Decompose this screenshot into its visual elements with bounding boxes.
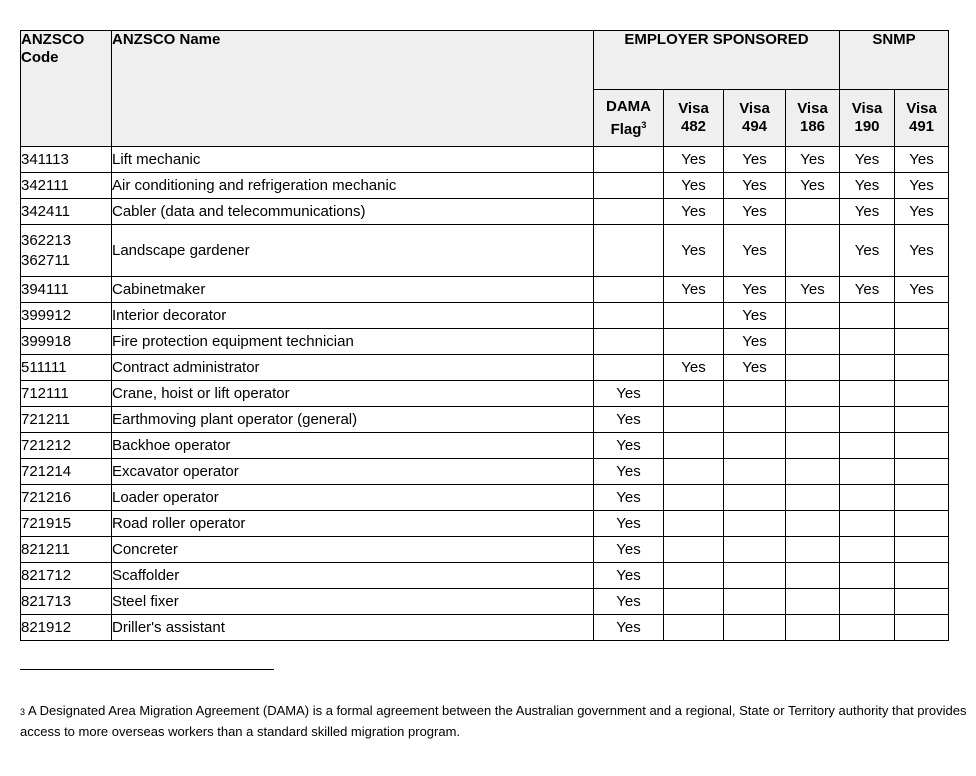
dama-cell: Yes: [594, 407, 664, 433]
table-row: [21, 277, 949, 303]
v186-cell: Yes: [786, 277, 840, 303]
v491-cell: Yes: [895, 173, 949, 199]
v491-cell: [895, 303, 949, 329]
anzsco-code: 362213: [21, 231, 72, 249]
header-visa-186-line1: Visa: [797, 100, 828, 117]
header-visa-190-line1: Visa: [851, 100, 883, 117]
v494-cell: Yes: [724, 147, 786, 173]
v491-cell: [895, 433, 949, 459]
header-code-line1: ANZSCO: [21, 31, 85, 48]
header-dama-flag-word: Flag: [610, 120, 642, 138]
v186-cell: [786, 615, 840, 641]
v482-cell: [664, 511, 724, 537]
v491-cell: [895, 459, 949, 485]
v494-cell: [724, 511, 786, 537]
anzsco-code: 721915: [21, 514, 72, 532]
anzsco-name-cell: Landscape gardener: [112, 225, 594, 277]
v482-cell: [664, 615, 724, 641]
table-row: [21, 407, 949, 433]
anzsco-name-cell: Concreter: [112, 537, 594, 563]
v190-cell: [840, 537, 895, 563]
anzsco-name-cell: Steel fixer: [112, 589, 594, 615]
v190-cell: [840, 303, 895, 329]
v494-cell: [724, 381, 786, 407]
v186-cell: Yes: [786, 147, 840, 173]
anzsco-code-cell: [21, 433, 112, 459]
dama-cell: [594, 147, 664, 173]
anzsco-code: 362711: [21, 251, 70, 269]
anzsco-code: 821912: [21, 618, 72, 636]
v482-cell: Yes: [664, 147, 724, 173]
anzsco-code-cell: [21, 459, 112, 485]
v482-cell: [664, 329, 724, 355]
v190-cell: [840, 407, 895, 433]
v190-cell: [840, 485, 895, 511]
dama-cell: Yes: [594, 381, 664, 407]
anzsco-name-cell: Contract administrator: [112, 355, 594, 381]
anzsco-code-cell: [21, 355, 112, 381]
table-row: [21, 563, 949, 589]
v491-cell: Yes: [895, 199, 949, 225]
header-code-line2: Code: [21, 49, 59, 66]
table-row: [21, 303, 949, 329]
v186-cell: [786, 407, 840, 433]
footnote-separator: [20, 669, 274, 670]
v186-cell: [786, 537, 840, 563]
v491-cell: Yes: [895, 225, 949, 277]
anzsco-name-cell: Scaffolder: [112, 563, 594, 589]
v494-cell: Yes: [724, 329, 786, 355]
anzsco-name-cell: Excavator operator: [112, 459, 594, 485]
v186-cell: [786, 381, 840, 407]
v491-cell: [895, 563, 949, 589]
table-row: [21, 381, 949, 407]
v482-cell: [664, 537, 724, 563]
v186-cell: [786, 589, 840, 615]
dama-cell: Yes: [594, 485, 664, 511]
v482-cell: Yes: [664, 277, 724, 303]
header-visa-482: [664, 90, 724, 147]
v190-cell: Yes: [840, 147, 895, 173]
v491-cell: [895, 381, 949, 407]
anzsco-code-cell: [21, 329, 112, 355]
table-row: [21, 355, 949, 381]
footnote: [20, 701, 970, 741]
v190-cell: Yes: [840, 277, 895, 303]
table-row: [21, 615, 949, 641]
v186-cell: [786, 563, 840, 589]
v494-cell: Yes: [724, 199, 786, 225]
footnote-ref-3: 3: [641, 119, 647, 130]
v190-cell: [840, 433, 895, 459]
anzsco-code-cell: [21, 589, 112, 615]
dama-cell: [594, 303, 664, 329]
anzsco-name-cell: Lift mechanic: [112, 147, 594, 173]
v186-cell: [786, 459, 840, 485]
anzsco-name-cell: Backhoe operator: [112, 433, 594, 459]
v491-cell: [895, 589, 949, 615]
v491-cell: [895, 511, 949, 537]
dama-cell: [594, 277, 664, 303]
anzsco-code: 721212: [21, 436, 72, 454]
table-row: [21, 147, 949, 173]
footnote-mark: 3: [20, 707, 26, 717]
anzsco-code: 399912: [21, 306, 72, 324]
v494-cell: [724, 459, 786, 485]
anzsco-name-cell: Earthmoving plant operator (general): [112, 407, 594, 433]
anzsco-code-cell: [21, 303, 112, 329]
anzsco-code-cell: [21, 199, 112, 225]
header-snmp: SNMP: [840, 31, 949, 90]
table-row: [21, 511, 949, 537]
v190-cell: [840, 589, 895, 615]
v190-cell: [840, 381, 895, 407]
v494-cell: [724, 433, 786, 459]
v494-cell: [724, 485, 786, 511]
v494-cell: [724, 537, 786, 563]
header-visa-186: [786, 90, 840, 147]
v186-cell: [786, 485, 840, 511]
v491-cell: [895, 329, 949, 355]
v491-cell: [895, 355, 949, 381]
dama-cell: [594, 329, 664, 355]
anzsco-code-cell: [21, 407, 112, 433]
v186-cell: [786, 433, 840, 459]
dama-cell: Yes: [594, 511, 664, 537]
table-row: [21, 485, 949, 511]
v190-cell: [840, 511, 895, 537]
dama-cell: Yes: [594, 537, 664, 563]
anzsco-code-cell: [21, 563, 112, 589]
dama-cell: [594, 173, 664, 199]
v186-cell: [786, 199, 840, 225]
header-anzsco-code: [21, 31, 112, 147]
v491-cell: [895, 615, 949, 641]
v494-cell: [724, 407, 786, 433]
v190-cell: [840, 615, 895, 641]
v482-cell: Yes: [664, 199, 724, 225]
anzsco-code-cell: [21, 511, 112, 537]
header-dama-line1: DAMA: [606, 97, 651, 115]
v482-cell: [664, 433, 724, 459]
dama-cell: Yes: [594, 563, 664, 589]
header-visa-190: [840, 90, 895, 147]
anzsco-code: 821713: [21, 592, 72, 610]
anzsco-code: 511111: [21, 358, 67, 376]
v186-cell: [786, 303, 840, 329]
anzsco-code-cell: [21, 381, 112, 407]
header-visa-491: [895, 90, 949, 147]
v491-cell: Yes: [895, 147, 949, 173]
v190-cell: [840, 459, 895, 485]
header-employer-sponsored: EMPLOYER SPONSORED: [594, 31, 840, 90]
table-row: [21, 173, 949, 199]
anzsco-code: 342411: [21, 202, 70, 220]
v494-cell: Yes: [724, 173, 786, 199]
anzsco-code: 399918: [21, 332, 72, 350]
dama-cell: Yes: [594, 615, 664, 641]
anzsco-name-cell: Driller's assistant: [112, 615, 594, 641]
dama-cell: [594, 225, 664, 277]
anzsco-code: 821712: [21, 566, 72, 584]
v494-cell: Yes: [724, 355, 786, 381]
header-visa-494-line2: 494: [741, 118, 768, 135]
anzsco-code: 721214: [21, 462, 72, 480]
v186-cell: [786, 355, 840, 381]
v190-cell: [840, 563, 895, 589]
table-row: [21, 199, 949, 225]
anzsco-code-cell: [21, 147, 112, 173]
header-visa-494-line1: Visa: [739, 100, 770, 117]
header-dama-line2: [594, 116, 663, 139]
anzsco-code: 341113: [21, 150, 69, 168]
anzsco-name-cell: Air conditioning and refrigeration mechanic: [112, 173, 594, 199]
v494-cell: Yes: [724, 225, 786, 277]
v491-cell: [895, 407, 949, 433]
v190-cell: [840, 355, 895, 381]
v482-cell: Yes: [664, 173, 724, 199]
v494-cell: Yes: [724, 303, 786, 329]
table-row: [21, 433, 949, 459]
anzsco-name-cell: Fire protection equipment technician: [112, 329, 594, 355]
header-visa-190-line2: 190: [854, 118, 880, 135]
footnote-text: A Designated Area Migration Agreement (DAMA) is a formal agreement between the Australian government and a regional, State or Territory authority that provides access to more overseas workers than a standard skilled migration program.: [20, 703, 967, 739]
header-visa-482-line1: Visa: [678, 100, 709, 117]
header-visa-186-line2: 186: [799, 118, 826, 135]
v494-cell: [724, 615, 786, 641]
v186-cell: [786, 329, 840, 355]
table-row: [21, 225, 949, 277]
anzsco-code-cell: [21, 485, 112, 511]
anzsco-name-cell: Road roller operator: [112, 511, 594, 537]
anzsco-code: 821211: [21, 540, 70, 558]
table-row: [21, 329, 949, 355]
anzsco-code-cell: [21, 173, 112, 199]
table-body: [21, 147, 949, 641]
table-row: [21, 589, 949, 615]
v190-cell: Yes: [840, 225, 895, 277]
anzsco-code-cell: [21, 537, 112, 563]
v186-cell: Yes: [786, 173, 840, 199]
header-visa-491-line1: Visa: [906, 100, 937, 117]
v482-cell: [664, 563, 724, 589]
v491-cell: [895, 485, 949, 511]
anzsco-code-cell: [21, 615, 112, 641]
v482-cell: [664, 485, 724, 511]
header-anzsco-name: ANZSCO Name: [112, 31, 594, 147]
v494-cell: [724, 589, 786, 615]
anzsco-code: 721211: [21, 410, 70, 428]
dama-cell: Yes: [594, 459, 664, 485]
header-visa-494: [724, 90, 786, 147]
table-row: [21, 537, 949, 563]
v482-cell: [664, 459, 724, 485]
anzsco-name-cell: Interior decorator: [112, 303, 594, 329]
v494-cell: Yes: [724, 277, 786, 303]
header-visa-491-line2: 491: [909, 118, 935, 135]
v494-cell: [724, 563, 786, 589]
anzsco-code-cell: [21, 277, 112, 303]
occupation-table: [20, 30, 949, 641]
anzsco-code: 721216: [21, 488, 72, 506]
dama-cell: Yes: [594, 589, 664, 615]
v186-cell: [786, 511, 840, 537]
v491-cell: [895, 537, 949, 563]
anzsco-name-cell: Crane, hoist or lift operator: [112, 381, 594, 407]
v482-cell: Yes: [664, 225, 724, 277]
v482-cell: Yes: [664, 355, 724, 381]
dama-cell: Yes: [594, 433, 664, 459]
anzsco-code-cell: [21, 225, 112, 277]
dama-cell: [594, 355, 664, 381]
header-visa-482-line2: 482: [680, 118, 707, 135]
v190-cell: [840, 329, 895, 355]
v190-cell: Yes: [840, 199, 895, 225]
header-dama-flag: [594, 90, 664, 147]
table-row: [21, 459, 949, 485]
anzsco-name-cell: Cabinetmaker: [112, 277, 594, 303]
anzsco-name-cell: Loader operator: [112, 485, 594, 511]
anzsco-code: 342111: [21, 176, 69, 194]
v482-cell: [664, 303, 724, 329]
v482-cell: [664, 407, 724, 433]
anzsco-name-cell: Cabler (data and telecommunications): [112, 199, 594, 225]
v491-cell: Yes: [895, 277, 949, 303]
v190-cell: Yes: [840, 173, 895, 199]
v482-cell: [664, 589, 724, 615]
v482-cell: [664, 381, 724, 407]
anzsco-code: 394111: [21, 280, 69, 298]
dama-cell: [594, 199, 664, 225]
anzsco-code: 712111: [21, 384, 69, 402]
v186-cell: [786, 225, 840, 277]
